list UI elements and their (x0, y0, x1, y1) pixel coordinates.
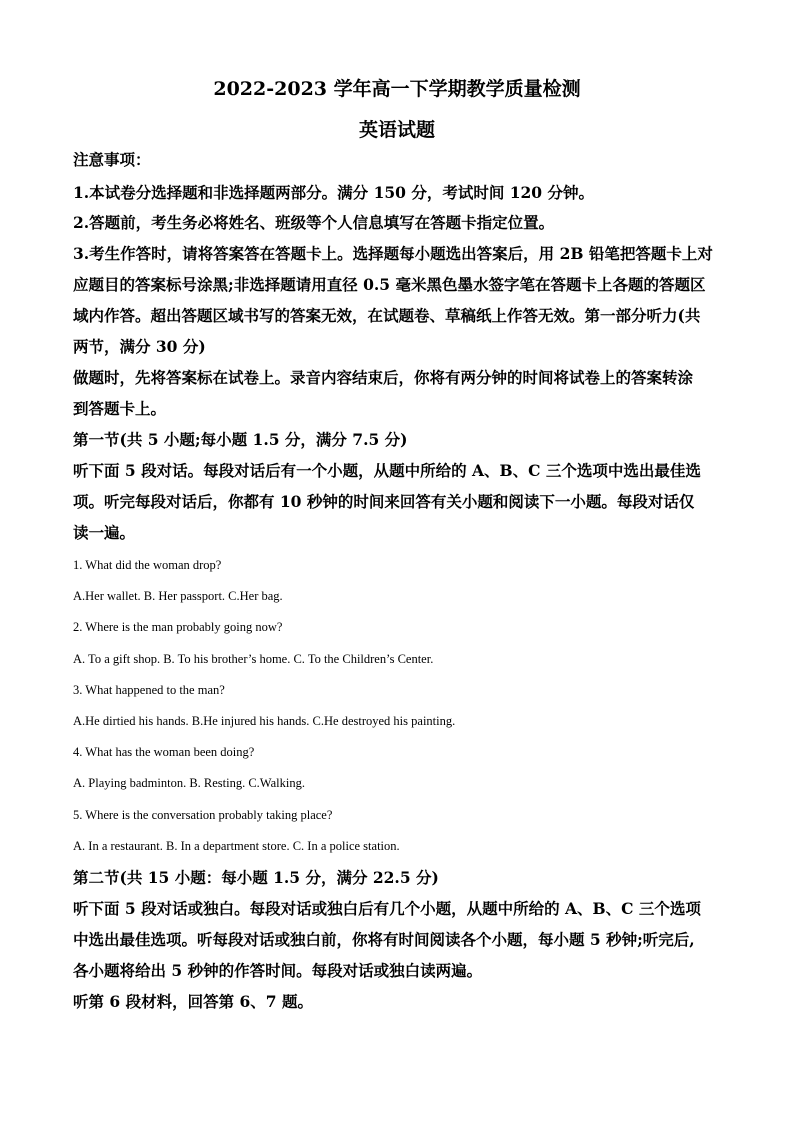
section1-instruction: 听下面 5 段对话。每段对话后有一个小题，从题中所给的 A、B、C 三个选项中选出最佳选 (73, 461, 701, 480)
question-2: 2. Where is the man probably going now? (73, 620, 283, 634)
question-3: 3. What happened to the man? (73, 683, 225, 697)
notice-item: 3.考生作答时，请将答案答在答题卡上。选择题每小题选出答案后，用 2B 铅笔把答题卡上对 (73, 244, 713, 263)
material-note: 听第 6 段材料，回答第 6、7 题。 (73, 992, 313, 1011)
question-2-options: A. To a gift shop. B. To his brother’s home. C. To the Children’s Center. (73, 652, 434, 666)
question-3-options: A.He dirtied his hands. B.He injured his hands. C.He destroyed his painting. (73, 714, 456, 728)
question-5-options: A. In a restaurant. B. In a department store. C. In a police station. (73, 839, 400, 853)
section1-instruction: 读一遍。 (73, 523, 136, 542)
question-1-options: A.Her wallet. B. Her passport. C.Her bag. (73, 589, 283, 603)
part1-instruction: 做题时，先将答案标在试卷上。录音内容结束后，你将有两分钟的时间将试卷上的答案转涂 (73, 368, 694, 387)
notice-item: 域内作答。超出答题区域书写的答案无效，在试题卷、草稿纸上作答无效。第一部分听力(共 (73, 306, 701, 325)
notice-item: 两节，满分 30 分) (73, 337, 206, 356)
section2-instruction: 中选出最佳选项。听每段对话或独白前，你将有时间阅读各个小题，每小题 5 秒钟;听完后, (73, 930, 695, 949)
question-4-options: A. Playing badminton. B. Resting. C.Walking. (73, 776, 305, 790)
section2-instruction: 听下面 5 段对话或独白。每段对话或独白后有几个小题，从题中所给的 A、B、C 三个选项 (73, 899, 701, 918)
section2-heading: 第二节(共 15 小题：每小题 1.5 分，满分 22.5 分) (73, 868, 439, 887)
question-5: 5. Where is the conversation probably taking place? (73, 808, 333, 822)
notice-item: 1.本试卷分选择题和非选择题两部分。满分 150 分，考试时间 120 分钟。 (73, 183, 594, 202)
notice-item: 应题目的答案标号涂黑;非选择题请用直径 0.5 毫米黑色墨水签字笔在答题卡上各题的答题区 (73, 275, 706, 294)
notice-item: 2.答题前，考生务必将姓名、班级等个人信息填写在答题卡指定位置。 (73, 213, 555, 232)
section2-instruction: 各小题将给出 5 秒钟的作答时间。每段对话或独白读两遍。 (73, 961, 483, 980)
notice-heading: 注意事项： (73, 150, 151, 169)
section1-instruction: 项。听完每段对话后，你都有 10 秒钟的时间来回答有关小题和阅读下一小题。每段对话仅 (73, 492, 695, 511)
exam-title: 2022-2023 学年高一下学期教学质量检测 (213, 78, 581, 100)
question-4: 4. What has the woman been doing? (73, 745, 255, 759)
part1-instruction: 到答题卡上。 (73, 399, 167, 418)
section1-heading: 第一节(共 5 小题;每小题 1.5 分，满分 7.5 分) (73, 430, 408, 449)
question-1: 1. What did the woman drop? (73, 558, 222, 572)
exam-subtitle: 英语试题 (358, 119, 435, 141)
